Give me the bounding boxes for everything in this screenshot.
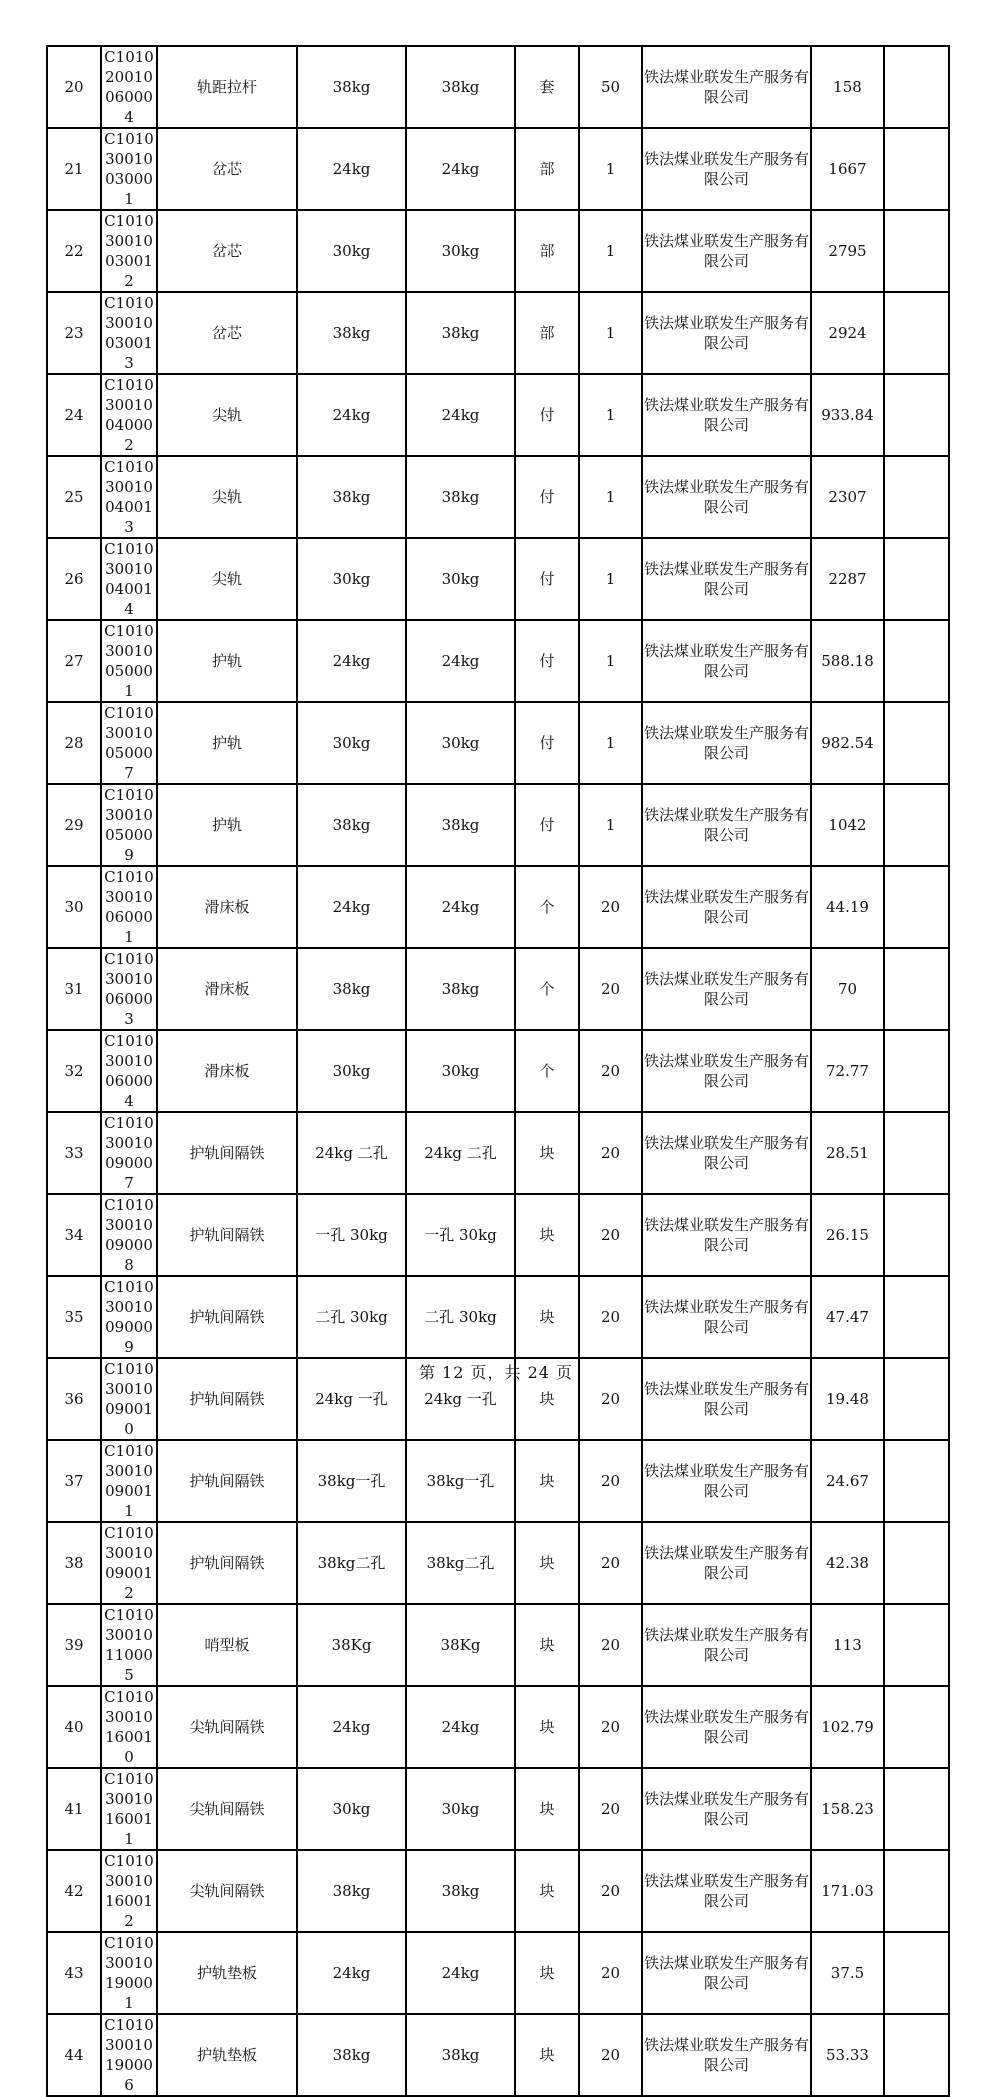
cell-material-name: 护轨 xyxy=(157,702,297,784)
cell-unit: 块 xyxy=(515,1522,579,1604)
cell-supplier: 铁法煤业联发生产服务有限公司 xyxy=(642,2014,811,2096)
cell-quantity: 20 xyxy=(579,1932,642,2014)
cell-model: 一孔 30kg xyxy=(406,1194,515,1276)
cell-quantity: 1 xyxy=(579,702,642,784)
cell-material-name: 滑床板 xyxy=(157,948,297,1030)
cell-material-code: C101030010110005 xyxy=(101,1604,157,1686)
cell-quantity: 20 xyxy=(579,1522,642,1604)
cell-model: 38kg xyxy=(406,1850,515,1932)
cell-supplier: 铁法煤业联发生产服务有限公司 xyxy=(642,620,811,702)
cell-unit-price: 28.51 xyxy=(811,1112,884,1194)
cell-specification: 38kg一孔 xyxy=(297,1440,406,1522)
cell-unit: 块 xyxy=(515,1194,579,1276)
table-row xyxy=(47,1522,949,1604)
cell-specification: 38kg xyxy=(297,784,406,866)
cell-specification: 一孔 30kg xyxy=(297,1194,406,1276)
cell-unit-price: 113 xyxy=(811,1604,884,1686)
cell-quantity: 20 xyxy=(579,1850,642,1932)
cell-quantity: 20 xyxy=(579,1194,642,1276)
cell-material-name: 尖轨 xyxy=(157,456,297,538)
cell-material-code: C101030010160012 xyxy=(101,1850,157,1932)
cell-quantity: 20 xyxy=(579,1030,642,1112)
cell-supplier: 铁法煤业联发生产服务有限公司 xyxy=(642,1932,811,2014)
cell-specification: 24kg xyxy=(297,1932,406,2014)
cell-remark xyxy=(884,210,949,292)
cell-row-number: 33 xyxy=(47,1112,101,1194)
cell-remark xyxy=(884,1112,949,1194)
cell-unit-price: 72.77 xyxy=(811,1030,884,1112)
cell-model: 24kg 二孔 xyxy=(406,1112,515,1194)
cell-supplier: 铁法煤业联发生产服务有限公司 xyxy=(642,1522,811,1604)
table-row xyxy=(47,948,949,1030)
cell-unit-price: 70 xyxy=(811,948,884,1030)
table-row xyxy=(47,292,949,374)
cell-quantity: 1 xyxy=(579,538,642,620)
cell-unit-price: 933.84 xyxy=(811,374,884,456)
cell-material-code: C101030010050007 xyxy=(101,702,157,784)
cell-model: 38kg xyxy=(406,2014,515,2096)
cell-supplier: 铁法煤业联发生产服务有限公司 xyxy=(642,128,811,210)
cell-model: 30kg xyxy=(406,1768,515,1850)
table-row xyxy=(47,1850,949,1932)
cell-unit-price: 982.54 xyxy=(811,702,884,784)
cell-unit-price: 44.19 xyxy=(811,866,884,948)
cell-row-number: 31 xyxy=(47,948,101,1030)
cell-remark xyxy=(884,1850,949,1932)
cell-material-code: C101030010040013 xyxy=(101,456,157,538)
cell-quantity: 20 xyxy=(579,1686,642,1768)
cell-specification: 38kg xyxy=(297,2014,406,2096)
table-row xyxy=(47,1030,949,1112)
cell-unit: 部 xyxy=(515,128,579,210)
cell-material-name: 护轨垫板 xyxy=(157,1932,297,2014)
cell-supplier: 铁法煤业联发生产服务有限公司 xyxy=(642,1850,811,1932)
cell-row-number: 32 xyxy=(47,1030,101,1112)
table-row xyxy=(47,46,949,128)
cell-remark xyxy=(884,1768,949,1850)
cell-material-code: C101030010040014 xyxy=(101,538,157,620)
cell-quantity: 1 xyxy=(579,128,642,210)
cell-model: 24kg xyxy=(406,866,515,948)
cell-remark xyxy=(884,1276,949,1358)
cell-specification: 38kg二孔 xyxy=(297,1522,406,1604)
cell-material-name: 尖轨 xyxy=(157,538,297,620)
cell-remark xyxy=(884,702,949,784)
cell-quantity: 50 xyxy=(579,46,642,128)
cell-model: 24kg 一孔 xyxy=(406,1358,515,1440)
cell-unit: 块 xyxy=(515,1850,579,1932)
cell-supplier: 铁法煤业联发生产服务有限公司 xyxy=(642,210,811,292)
cell-supplier: 铁法煤业联发生产服务有限公司 xyxy=(642,1604,811,1686)
cell-unit-price: 158.23 xyxy=(811,1768,884,1850)
cell-specification: 24kg xyxy=(297,866,406,948)
cell-material-code: C101030010030012 xyxy=(101,210,157,292)
cell-unit-price: 37.5 xyxy=(811,1932,884,2014)
cell-material-name: 护轨间隔铁 xyxy=(157,1522,297,1604)
cell-specification: 24kg xyxy=(297,1686,406,1768)
cell-quantity: 1 xyxy=(579,292,642,374)
cell-row-number: 43 xyxy=(47,1932,101,2014)
cell-remark xyxy=(884,538,949,620)
cell-unit: 块 xyxy=(515,2014,579,2096)
cell-unit: 付 xyxy=(515,702,579,784)
table-row xyxy=(47,866,949,948)
cell-unit-price: 24.67 xyxy=(811,1440,884,1522)
cell-specification: 24kg 一孔 xyxy=(297,1358,406,1440)
cell-material-code: C101030010090011 xyxy=(101,1440,157,1522)
cell-supplier: 铁法煤业联发生产服务有限公司 xyxy=(642,1440,811,1522)
cell-material-code: C101030010090010 xyxy=(101,1358,157,1440)
cell-material-name: 尖轨间隔铁 xyxy=(157,1850,297,1932)
cell-row-number: 41 xyxy=(47,1768,101,1850)
cell-remark xyxy=(884,456,949,538)
cell-material-name: 轨距拉杆 xyxy=(157,46,297,128)
cell-material-name: 岔芯 xyxy=(157,292,297,374)
cell-model: 38kg xyxy=(406,456,515,538)
cell-material-name: 哨型板 xyxy=(157,1604,297,1686)
cell-material-code: C101030010030013 xyxy=(101,292,157,374)
cell-material-code: C101030010050001 xyxy=(101,620,157,702)
cell-row-number: 44 xyxy=(47,2014,101,2096)
cell-quantity: 20 xyxy=(579,2014,642,2096)
cell-material-name: 护轨间隔铁 xyxy=(157,1358,297,1440)
cell-model: 30kg xyxy=(406,210,515,292)
cell-quantity: 20 xyxy=(579,866,642,948)
cell-remark xyxy=(884,784,949,866)
cell-remark xyxy=(884,2014,949,2096)
table-row xyxy=(47,1686,949,1768)
cell-remark xyxy=(884,1194,949,1276)
cell-unit-price: 171.03 xyxy=(811,1850,884,1932)
cell-specification: 24kg xyxy=(297,374,406,456)
cell-unit: 付 xyxy=(515,620,579,702)
cell-quantity: 20 xyxy=(579,1604,642,1686)
cell-quantity: 20 xyxy=(579,948,642,1030)
cell-supplier: 铁法煤业联发生产服务有限公司 xyxy=(642,702,811,784)
table-row xyxy=(47,702,949,784)
cell-quantity: 20 xyxy=(579,1112,642,1194)
cell-model: 24kg xyxy=(406,374,515,456)
cell-remark xyxy=(884,374,949,456)
cell-material-name: 尖轨 xyxy=(157,374,297,456)
table-row xyxy=(47,1768,949,1850)
cell-unit-price: 158 xyxy=(811,46,884,128)
cell-row-number: 37 xyxy=(47,1440,101,1522)
cell-row-number: 34 xyxy=(47,1194,101,1276)
cell-quantity: 20 xyxy=(579,1276,642,1358)
cell-specification: 38kg xyxy=(297,292,406,374)
cell-specification: 24kg 二孔 xyxy=(297,1112,406,1194)
cell-specification: 二孔 30kg xyxy=(297,1276,406,1358)
cell-material-name: 护轨 xyxy=(157,620,297,702)
cell-unit-price: 2307 xyxy=(811,456,884,538)
cell-remark xyxy=(884,1522,949,1604)
cell-unit: 部 xyxy=(515,210,579,292)
cell-supplier: 铁法煤业联发生产服务有限公司 xyxy=(642,538,811,620)
cell-remark xyxy=(884,1932,949,2014)
cell-unit-price: 2287 xyxy=(811,538,884,620)
cell-unit: 块 xyxy=(515,1604,579,1686)
cell-quantity: 1 xyxy=(579,374,642,456)
cell-material-name: 岔芯 xyxy=(157,210,297,292)
cell-remark xyxy=(884,866,949,948)
cell-supplier: 铁法煤业联发生产服务有限公司 xyxy=(642,1686,811,1768)
cell-row-number: 42 xyxy=(47,1850,101,1932)
cell-material-name: 护轨间隔铁 xyxy=(157,1194,297,1276)
cell-material-name: 护轨 xyxy=(157,784,297,866)
cell-material-name: 护轨间隔铁 xyxy=(157,1440,297,1522)
table-row xyxy=(47,538,949,620)
cell-remark xyxy=(884,292,949,374)
table-body xyxy=(47,46,949,2096)
cell-row-number: 25 xyxy=(47,456,101,538)
cell-material-name: 尖轨间隔铁 xyxy=(157,1768,297,1850)
cell-row-number: 20 xyxy=(47,46,101,128)
cell-model: 38kg xyxy=(406,784,515,866)
table-row xyxy=(47,1276,949,1358)
cell-remark xyxy=(884,128,949,210)
cell-unit-price: 1667 xyxy=(811,128,884,210)
cell-specification: 38kg xyxy=(297,1850,406,1932)
cell-material-code: C101030010190001 xyxy=(101,1932,157,2014)
table-row xyxy=(47,1932,949,2014)
cell-unit: 付 xyxy=(515,538,579,620)
cell-unit: 个 xyxy=(515,948,579,1030)
cell-row-number: 30 xyxy=(47,866,101,948)
cell-model: 二孔 30kg xyxy=(406,1276,515,1358)
cell-material-code: C101030010060004 xyxy=(101,1030,157,1112)
cell-supplier: 铁法煤业联发生产服务有限公司 xyxy=(642,1276,811,1358)
cell-row-number: 39 xyxy=(47,1604,101,1686)
cell-row-number: 40 xyxy=(47,1686,101,1768)
cell-model: 30kg xyxy=(406,702,515,784)
cell-unit: 块 xyxy=(515,1358,579,1440)
cell-unit-price: 588.18 xyxy=(811,620,884,702)
materials-table xyxy=(46,45,950,2097)
table-row xyxy=(47,1440,949,1522)
cell-unit-price: 2795 xyxy=(811,210,884,292)
cell-remark xyxy=(884,1030,949,1112)
cell-material-code: C101030010090008 xyxy=(101,1194,157,1276)
cell-unit-price: 1042 xyxy=(811,784,884,866)
cell-unit: 付 xyxy=(515,456,579,538)
cell-remark xyxy=(884,46,949,128)
cell-row-number: 22 xyxy=(47,210,101,292)
cell-row-number: 36 xyxy=(47,1358,101,1440)
table-row xyxy=(47,1112,949,1194)
cell-quantity: 20 xyxy=(579,1768,642,1850)
cell-material-code: C101030010060003 xyxy=(101,948,157,1030)
cell-quantity: 1 xyxy=(579,620,642,702)
cell-supplier: 铁法煤业联发生产服务有限公司 xyxy=(642,456,811,538)
cell-material-code: C101030010030001 xyxy=(101,128,157,210)
cell-row-number: 21 xyxy=(47,128,101,210)
cell-unit: 个 xyxy=(515,1030,579,1112)
cell-supplier: 铁法煤业联发生产服务有限公司 xyxy=(642,784,811,866)
cell-row-number: 35 xyxy=(47,1276,101,1358)
cell-unit-price: 2924 xyxy=(811,292,884,374)
cell-model: 24kg xyxy=(406,1932,515,2014)
cell-supplier: 铁法煤业联发生产服务有限公司 xyxy=(642,46,811,128)
cell-model: 24kg xyxy=(406,620,515,702)
cell-quantity: 20 xyxy=(579,1358,642,1440)
table-row xyxy=(47,620,949,702)
cell-material-code: C101030010190006 xyxy=(101,2014,157,2096)
cell-model: 38kg一孔 xyxy=(406,1440,515,1522)
cell-unit-price: 19.48 xyxy=(811,1358,884,1440)
table-row xyxy=(47,374,949,456)
cell-unit: 块 xyxy=(515,1112,579,1194)
cell-specification: 30kg xyxy=(297,1768,406,1850)
cell-supplier: 铁法煤业联发生产服务有限公司 xyxy=(642,374,811,456)
cell-supplier: 铁法煤业联发生产服务有限公司 xyxy=(642,1194,811,1276)
cell-unit-price: 26.15 xyxy=(811,1194,884,1276)
cell-specification: 38kg xyxy=(297,948,406,1030)
cell-row-number: 29 xyxy=(47,784,101,866)
cell-model: 38kg xyxy=(406,948,515,1030)
cell-row-number: 38 xyxy=(47,1522,101,1604)
cell-supplier: 铁法煤业联发生产服务有限公司 xyxy=(642,1768,811,1850)
cell-model: 30kg xyxy=(406,538,515,620)
cell-row-number: 26 xyxy=(47,538,101,620)
cell-material-code: C101030010060001 xyxy=(101,866,157,948)
table-row xyxy=(47,456,949,538)
cell-specification: 38Kg xyxy=(297,1604,406,1686)
cell-unit: 块 xyxy=(515,1686,579,1768)
cell-remark xyxy=(884,1686,949,1768)
cell-supplier: 铁法煤业联发生产服务有限公司 xyxy=(642,1112,811,1194)
cell-supplier: 铁法煤业联发生产服务有限公司 xyxy=(642,948,811,1030)
cell-quantity: 1 xyxy=(579,784,642,866)
cell-unit-price: 53.33 xyxy=(811,2014,884,2096)
cell-unit: 付 xyxy=(515,784,579,866)
cell-unit-price: 42.38 xyxy=(811,1522,884,1604)
table-row xyxy=(47,784,949,866)
cell-unit: 套 xyxy=(515,46,579,128)
cell-material-name: 滑床板 xyxy=(157,866,297,948)
cell-supplier: 铁法煤业联发生产服务有限公司 xyxy=(642,1358,811,1440)
cell-specification: 24kg xyxy=(297,128,406,210)
cell-material-name: 滑床板 xyxy=(157,1030,297,1112)
cell-model: 24kg xyxy=(406,128,515,210)
cell-quantity: 1 xyxy=(579,456,642,538)
cell-supplier: 铁法煤业联发生产服务有限公司 xyxy=(642,1030,811,1112)
cell-remark xyxy=(884,620,949,702)
table-row xyxy=(47,2014,949,2096)
cell-material-code: C101030010090009 xyxy=(101,1276,157,1358)
cell-specification: 38kg xyxy=(297,456,406,538)
cell-unit: 块 xyxy=(515,1440,579,1522)
cell-material-code: C101030010160011 xyxy=(101,1768,157,1850)
cell-quantity: 20 xyxy=(579,1440,642,1522)
cell-unit-price: 102.79 xyxy=(811,1686,884,1768)
table-row xyxy=(47,1194,949,1276)
cell-material-code: C101030010090012 xyxy=(101,1522,157,1604)
cell-material-code: C101030010090007 xyxy=(101,1112,157,1194)
table-row xyxy=(47,210,949,292)
cell-material-code: C101020010060004 xyxy=(101,46,157,128)
cell-unit: 块 xyxy=(515,1932,579,2014)
cell-row-number: 24 xyxy=(47,374,101,456)
cell-specification: 30kg xyxy=(297,538,406,620)
cell-material-name: 护轨垫板 xyxy=(157,2014,297,2096)
cell-model: 38kg xyxy=(406,292,515,374)
cell-supplier: 铁法煤业联发生产服务有限公司 xyxy=(642,292,811,374)
cell-unit: 付 xyxy=(515,374,579,456)
cell-material-name: 护轨间隔铁 xyxy=(157,1112,297,1194)
cell-model: 38kg二孔 xyxy=(406,1522,515,1604)
cell-material-code: C101030010160010 xyxy=(101,1686,157,1768)
cell-row-number: 23 xyxy=(47,292,101,374)
cell-specification: 30kg xyxy=(297,210,406,292)
cell-specification: 30kg xyxy=(297,1030,406,1112)
page-number-footer: 第 12 页，共 24 页 xyxy=(418,1363,574,1382)
cell-model: 38Kg xyxy=(406,1604,515,1686)
cell-model: 24kg xyxy=(406,1686,515,1768)
cell-material-name: 尖轨间隔铁 xyxy=(157,1686,297,1768)
cell-quantity: 1 xyxy=(579,210,642,292)
cell-specification: 30kg xyxy=(297,702,406,784)
cell-material-name: 岔芯 xyxy=(157,128,297,210)
cell-model: 30kg xyxy=(406,1030,515,1112)
cell-remark xyxy=(884,948,949,1030)
cell-row-number: 28 xyxy=(47,702,101,784)
cell-supplier: 铁法煤业联发生产服务有限公司 xyxy=(642,866,811,948)
cell-unit: 块 xyxy=(515,1276,579,1358)
cell-material-code: C101030010040002 xyxy=(101,374,157,456)
cell-model: 38kg xyxy=(406,46,515,128)
cell-unit: 块 xyxy=(515,1768,579,1850)
cell-remark xyxy=(884,1440,949,1522)
table-row xyxy=(47,128,949,210)
cell-specification: 24kg xyxy=(297,620,406,702)
table-row xyxy=(47,1604,949,1686)
cell-remark xyxy=(884,1604,949,1686)
cell-unit: 部 xyxy=(515,292,579,374)
cell-material-name: 护轨间隔铁 xyxy=(157,1276,297,1358)
cell-row-number: 27 xyxy=(47,620,101,702)
cell-unit: 个 xyxy=(515,866,579,948)
cell-unit-price: 47.47 xyxy=(811,1276,884,1358)
cell-material-code: C101030010050009 xyxy=(101,784,157,866)
cell-specification: 38kg xyxy=(297,46,406,128)
